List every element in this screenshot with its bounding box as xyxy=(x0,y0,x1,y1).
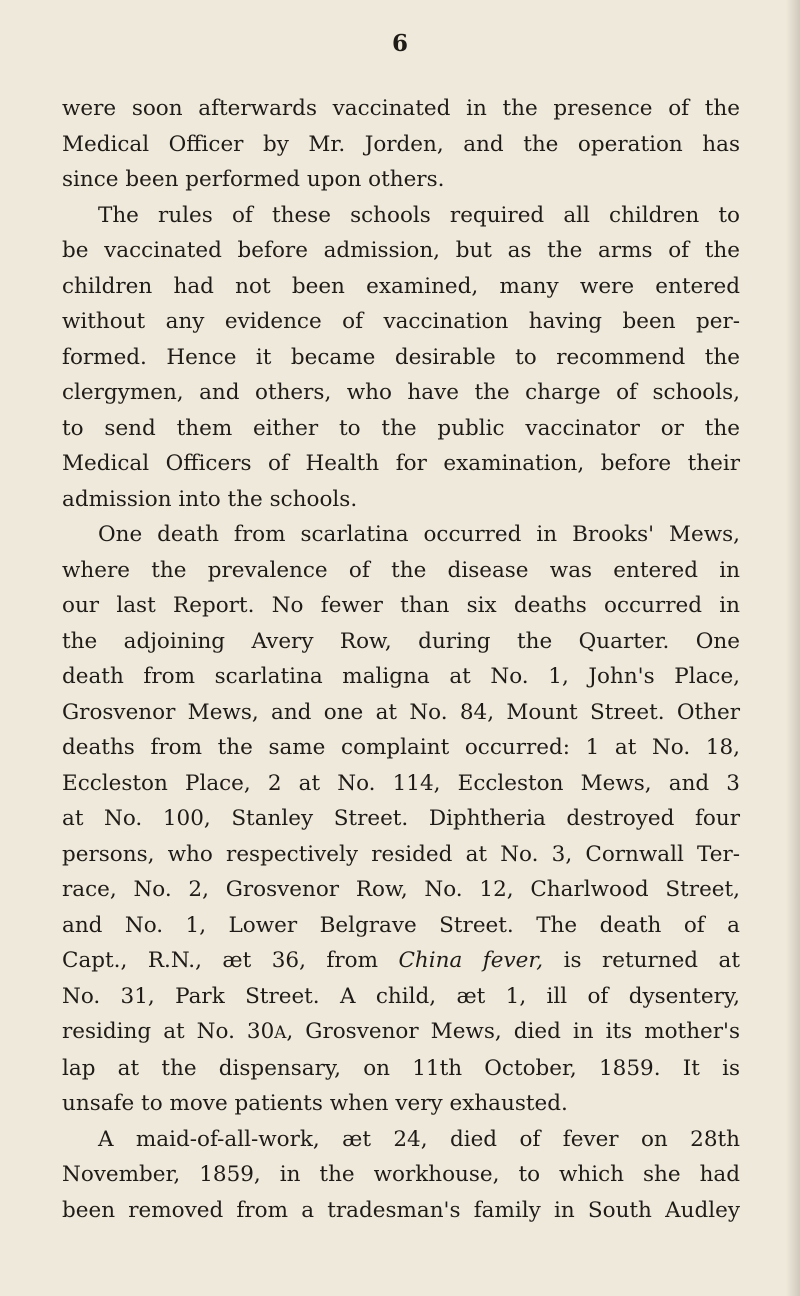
text-line: death from scarlatina maligna at No. 1, John's Place, xyxy=(62,664,740,689)
text-line: and No. 1, Lower Belgrave Street. The death of a xyxy=(62,912,740,938)
paragraph-4 xyxy=(62,1122,740,1229)
text-line: formed. Hence it became desirable to recommend the xyxy=(62,344,740,370)
text-line: Medical Officer by Mr. Jorden, and the operation has xyxy=(62,131,740,157)
text-line: One death from scarlatina occurred in Brooks' Mews, xyxy=(98,522,740,547)
text-line: lap at the dispensary, on 11th October, 1859. It is xyxy=(62,1055,740,1081)
text-segment: residing at No. 30 xyxy=(62,1019,275,1044)
text-line: The rules of these schools required all children to xyxy=(98,202,740,228)
text-line: clergymen, and others, who have the charge of schools, xyxy=(62,380,740,405)
text-line: unsafe to move patients when very exhausted. xyxy=(62,1091,568,1116)
text-line: the adjoining Avery Row, during the Quarter. One xyxy=(62,628,740,654)
text-line: were soon afterwards vaccinated in the presence of the xyxy=(62,96,740,121)
text-line xyxy=(62,943,740,979)
text-line: at No. 100, Stanley Street. Diphtheria destroyed four xyxy=(62,806,740,831)
text-line: Medical Officers of Health for examination, before their xyxy=(62,451,740,476)
small-caps-letter: A xyxy=(274,1022,287,1042)
text-line: A maid-of-all-work, æt 24, died of fever on 28th xyxy=(98,1126,740,1152)
text-line: since been performed upon others. xyxy=(62,167,445,192)
text-line: children had not been examined, many were entered xyxy=(62,273,740,299)
paragraph-3 xyxy=(62,517,740,1122)
page-number: 6 xyxy=(391,30,408,57)
text-line: Eccleston Place, 2 at No. 114, Eccleston Mews, and 3 xyxy=(62,770,740,796)
text-line: November, 1859, in the workhouse, to which she had xyxy=(62,1162,740,1187)
text-segment: is returned at xyxy=(543,948,740,973)
text-segment: , Grosvenor Mews, died in its mother's xyxy=(286,1019,740,1044)
text-line: where the prevalence of the disease was entered in xyxy=(62,557,740,583)
italic-phrase: China fever, xyxy=(398,948,544,973)
text-line: race, No. 2, Grosvenor Row, No. 12, Charlwood Street, xyxy=(62,877,740,902)
text-line: been removed from a tradesman's family in South Audley xyxy=(62,1197,740,1223)
text-line: be vaccinated before admission, but as the arms of the xyxy=(62,238,740,263)
text-line: our last Report. No fewer than six deaths occurred in xyxy=(62,593,740,618)
text-segment: Capt., R.N., æt 36, from xyxy=(62,948,399,973)
text-line: without any evidence of vaccination having been per- xyxy=(62,309,740,334)
text-line: admission into the schools. xyxy=(62,486,358,512)
text-line: to send them either to the public vaccinator or the xyxy=(62,415,740,441)
text-line: persons, who respectively resided at No. 3, Cornwall Ter- xyxy=(62,841,740,867)
text-line: deaths from the same complaint occurred: 1 at No. 18, xyxy=(62,735,740,760)
body-text xyxy=(62,91,740,1228)
paragraph-1 xyxy=(62,91,740,198)
text-line: No. 31, Park Street. A child, æt 1, ill of dysentery, xyxy=(62,983,740,1009)
text-line xyxy=(62,1014,740,1051)
paragraph-2 xyxy=(62,198,740,518)
text-line: Grosvenor Mews, and one at No. 84, Mount Street. Other xyxy=(62,699,740,725)
page-edge-shadow xyxy=(786,0,800,1296)
